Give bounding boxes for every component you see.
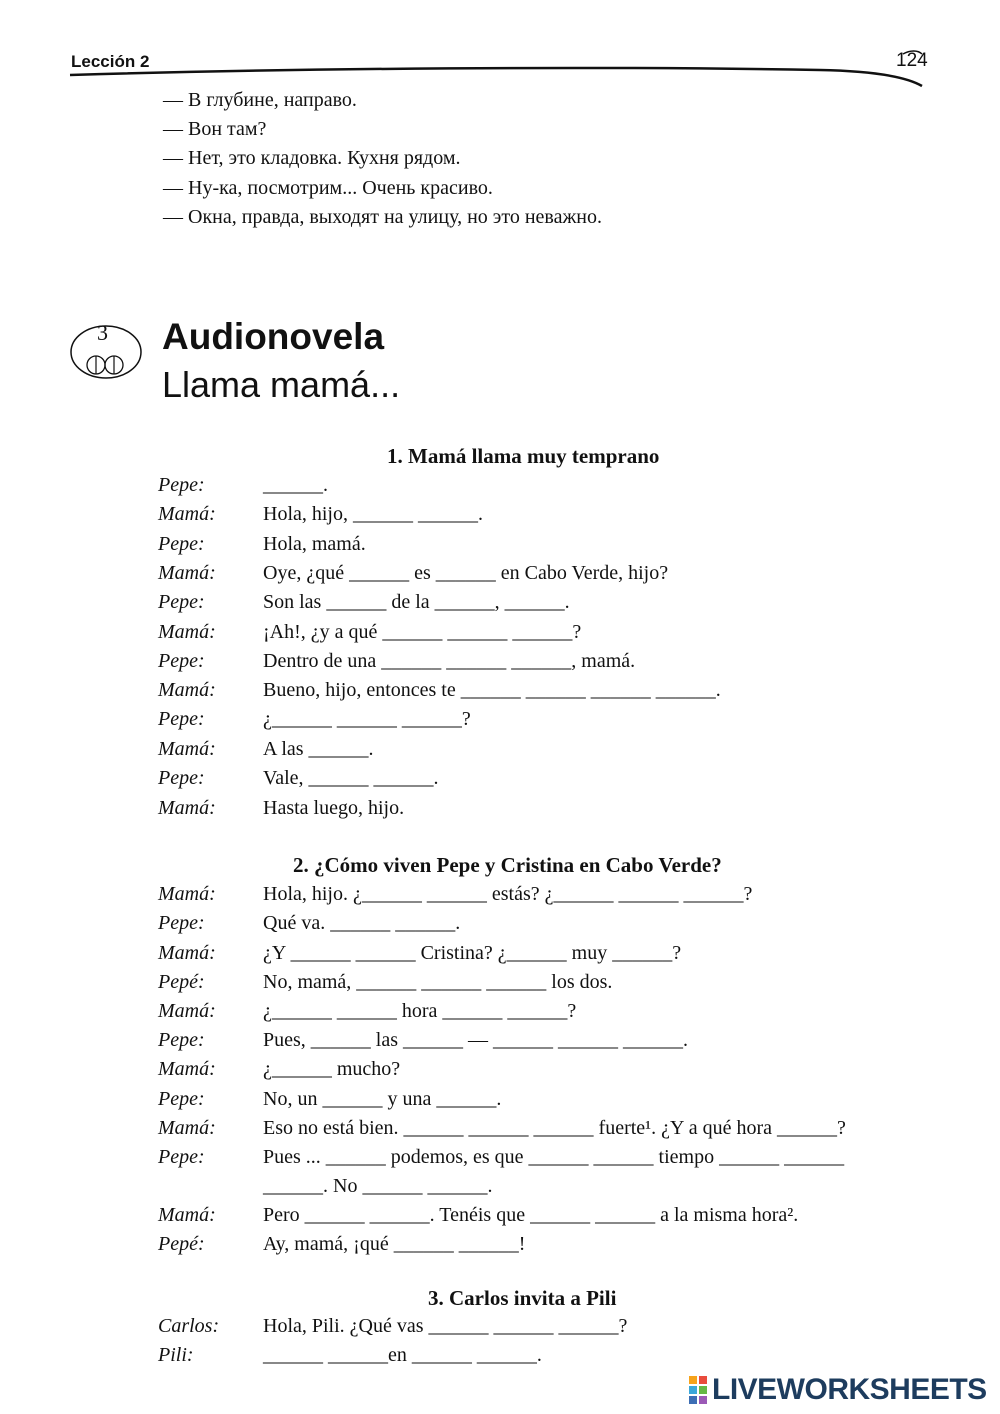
dialogue-line: Pepe: ______. <box>158 474 328 496</box>
russian-dialogue <box>163 86 602 232</box>
dialogue-line: Carlos: Hola, Pili. ¿Qué vas ______ ______ ______? <box>158 1315 628 1337</box>
cd-number: 3 <box>97 320 108 345</box>
dialogue-line: Pili: ______ ______en ______ ______. <box>158 1344 542 1366</box>
dialogue-line: Pepe: Dentro de una ______ ______ ______, mamá. <box>158 650 636 672</box>
section-title: Audionovela <box>162 316 385 357</box>
dialogue-line: Mamá: Hola, hijo. ¿______ ______ estás? ¿______ ______ ______? <box>158 883 753 905</box>
dialogue-line: Mamá: ¿Y ______ ______ Cristina? ¿______ muy ______? <box>158 942 682 964</box>
russian-line: — В глубине, направо. <box>163 89 357 111</box>
cd-icon <box>68 322 148 382</box>
dialogue-line: Pepe: Son las ______ de la ______, ______. <box>158 591 570 613</box>
dialogue-line: Pepe: ¿______ ______ ______? <box>158 708 471 730</box>
dialogue-line: Mamá: Oye, ¿qué ______ es ______ en Cabo Verde, hijo? <box>158 562 669 584</box>
dialogue-line: Pepe: Hola, mamá. <box>158 533 366 555</box>
dialogue-line: Pepe: No, un ______ y una ______. <box>158 1088 502 1110</box>
liveworksheets-logo[interactable] <box>689 1373 987 1407</box>
dialogue-line: Mamá: ¿______ mucho? <box>158 1058 401 1080</box>
dialogue-line: Pepe: Qué va. ______ ______. <box>158 912 461 934</box>
russian-line: — Нет, это кладовка. Кухня рядом. <box>163 147 461 170</box>
dialogue-line: Pepe: Pues, ______ las ______ — ______ ______ ______. <box>158 1029 688 1051</box>
russian-line: — Окна, правда, выходят на улицу, но это неважно. <box>163 205 602 228</box>
dialogue-line: Pepé: No, mamá, ______ ______ ______ los dos. <box>158 971 613 993</box>
section-subtitle: Llama mamá... <box>162 364 401 405</box>
dialogue-line: Mamá: Bueno, hijo, entonces te ______ ______ ______ ______. <box>158 679 721 701</box>
dialogue-line: Pepe: Vale, ______ ______. <box>158 767 439 789</box>
dialogue-line-continued: ______. No ______ ______. <box>263 1175 493 1197</box>
dialogue-line: Mamá: ¿______ ______ hora ______ ______? <box>158 1000 577 1022</box>
dialogue-line: Mamá: A las ______. <box>158 738 374 760</box>
dialogue-line: Mamá: Hasta luego, hijo. <box>158 797 405 819</box>
logo-mark-icon <box>689 1376 707 1404</box>
dialogue-line: Mamá: Pero ______ ______. Tenéis que ______ ______ a la misma hora². <box>158 1204 799 1226</box>
header-rule <box>0 0 1000 90</box>
page-number: 124 <box>896 50 928 71</box>
dialogue-line: Pepé: Ay, mamá, ¡qué ______ ______! <box>158 1233 526 1255</box>
russian-line: — Ну-ка, посмотрим... Очень красиво. <box>163 176 493 199</box>
dialogue-line: Pepe: Pues ... ______ podemos, es que ______ ______ tiempo ______ ______ <box>158 1146 845 1168</box>
dialogue-line: Mamá: ¡Ah!, ¿y a qué ______ ______ ______? <box>158 621 582 643</box>
logo-text: LIVEWORKSHEETS <box>712 1373 987 1406</box>
lesson-title: Lección 2 <box>71 52 150 71</box>
dialogue-line: Mamá: Eso no está bien. ______ ______ ______ fuerte¹. ¿Y a qué hora ______? <box>158 1117 846 1139</box>
dialogue-line: Mamá: Hola, hijo, ______ ______. <box>158 503 483 525</box>
russian-line: — Вон там? <box>163 118 267 141</box>
